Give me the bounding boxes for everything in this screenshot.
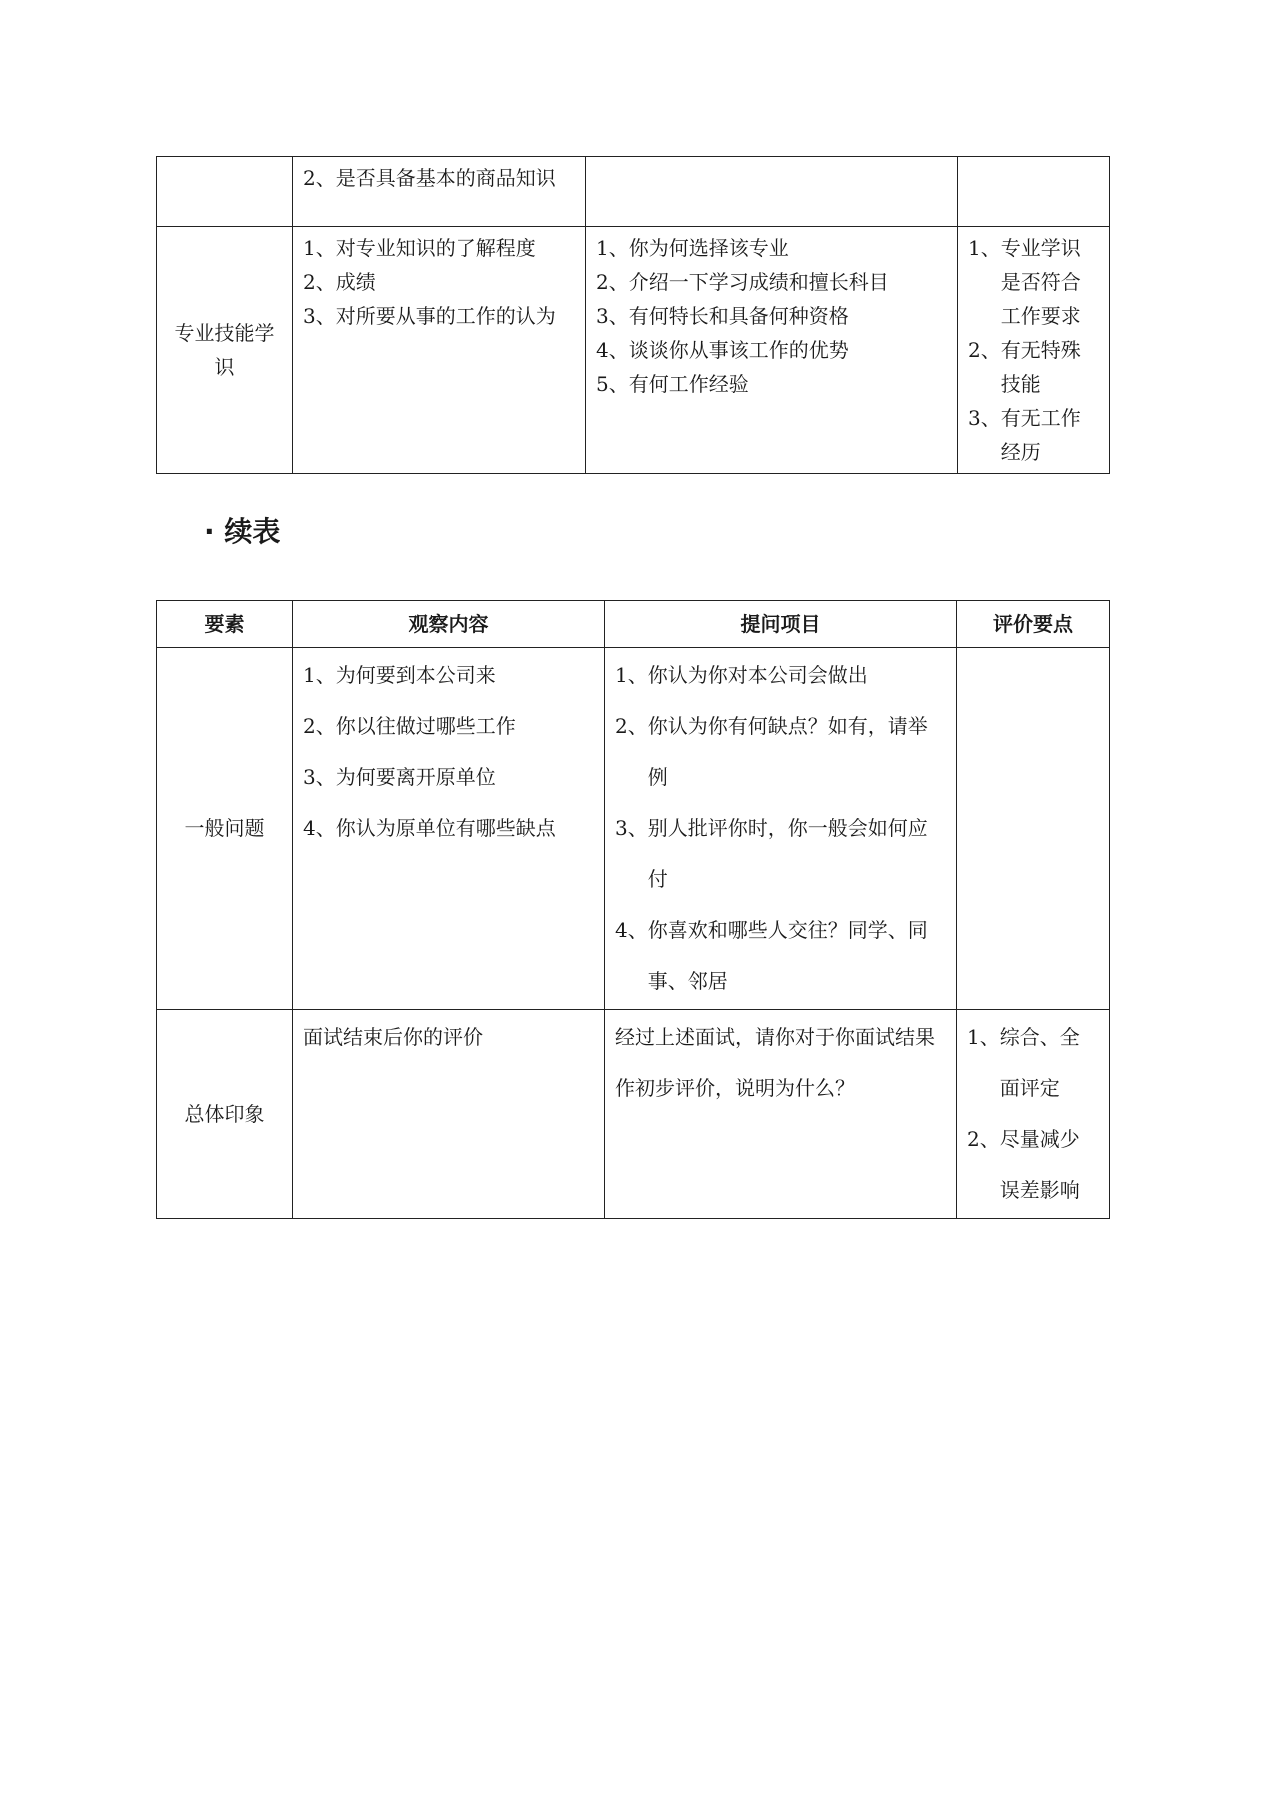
questions-cell [586, 157, 958, 227]
points-cell [957, 648, 1110, 1010]
list-item: 1、 你为何选择该专业 [596, 236, 789, 260]
points-cell [957, 1010, 1110, 1219]
list-item: 1、 专业学识是否符合工作要求 [968, 236, 1081, 328]
list-item: 2、 是否具备基本的商品知识 [303, 166, 556, 190]
observe-cell: 面试结束后你的评价 [293, 1010, 605, 1219]
table-row [157, 227, 1110, 474]
element-cell [157, 157, 293, 227]
table-header-row [157, 601, 1110, 648]
table-row [157, 1010, 1110, 1219]
list-item: 4、 你认为原单位有哪些缺点 [303, 816, 556, 840]
column-header: 要素 [157, 601, 293, 648]
section-title [204, 510, 280, 550]
table-row [157, 648, 1110, 1010]
bullet: · [204, 515, 215, 548]
observe-cell [293, 648, 605, 1010]
element-cell: 总体印象 [157, 1010, 293, 1219]
questions-cell: 经过上述面试，请你对于你面试结果作初步评价，说明为什么？ [605, 1010, 957, 1219]
list-item: 2、 你认为你有何缺点？如有，请举例 [615, 714, 928, 789]
list-item: 3、 有无工作经历 [968, 406, 1081, 464]
list-item: 2、 介绍一下学习成绩和擅长科目 [596, 270, 889, 294]
table-row [157, 157, 1110, 227]
column-header: 提问项目 [605, 601, 957, 648]
points-cell [958, 227, 1110, 474]
element-cell: 一般问题 [157, 648, 293, 1010]
list-item: 1、 综合、全面评定 [967, 1025, 1080, 1100]
points-cell [958, 157, 1110, 227]
list-item: 4、 谈谈你从事该工作的优势 [596, 338, 849, 362]
questions-cell [586, 227, 958, 474]
list-item: 2、 你以往做过哪些工作 [303, 714, 516, 738]
observe-cell [293, 157, 586, 227]
list-item: 2、 有无特殊技能 [968, 338, 1081, 396]
list-item: 1、 为何要到本公司来 [303, 663, 496, 687]
interview-table [156, 600, 1110, 1219]
list-item: 2、 尽量减少误差影响 [967, 1127, 1080, 1202]
section-title-text: 续表 [224, 515, 281, 548]
list-item: 4、 你喜欢和哪些人交往？同学、同事、邻居 [615, 918, 928, 993]
interview-table-continued [156, 156, 1110, 474]
element-cell: 专业技能学识 [157, 227, 293, 474]
column-header: 观察内容 [293, 601, 605, 648]
list-item: 3、 为何要离开原单位 [303, 765, 496, 789]
list-item: 5、 有何工作经验 [596, 372, 749, 396]
observe-cell [293, 227, 586, 474]
list-item: 3、 别人批评你时，你一般会如何应付 [615, 816, 928, 891]
questions-cell [605, 648, 957, 1010]
list-item: 3、 对所要从事的工作的认为 [303, 304, 556, 328]
list-item: 1、 你认为你对本公司会做出 [615, 663, 868, 687]
list-item: 3、 有何特长和具备何种资格 [596, 304, 849, 328]
list-item: 2、 成绩 [303, 270, 376, 294]
column-header: 评价要点 [957, 601, 1110, 648]
list-item: 1、 对专业知识的了解程度 [303, 236, 536, 260]
